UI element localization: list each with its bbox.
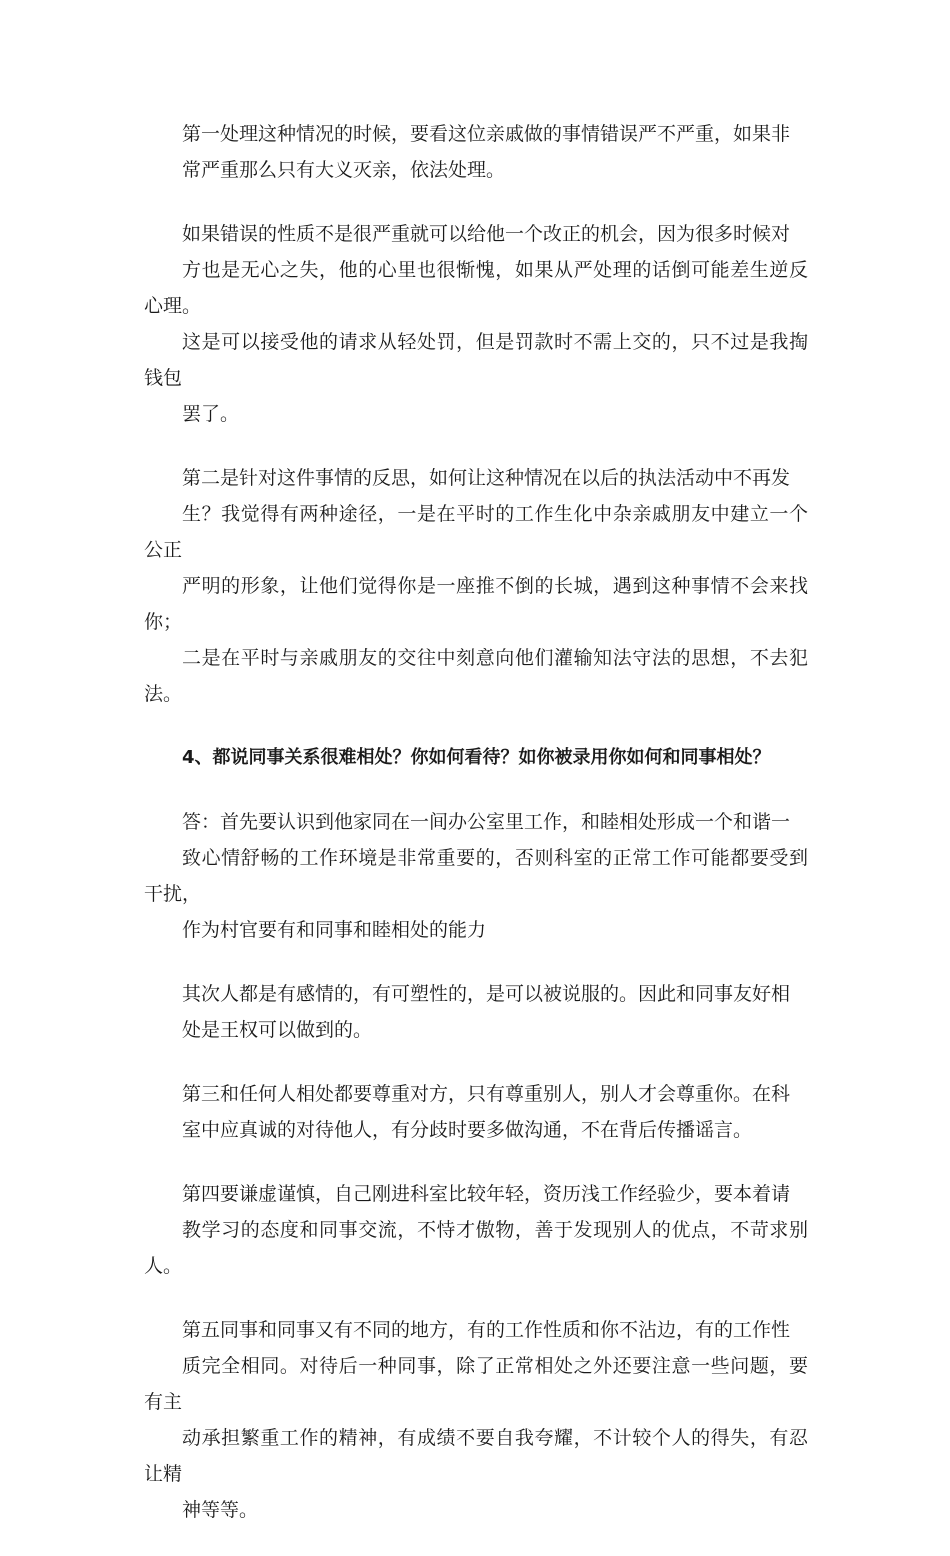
text-line: 第一处理这种情况的时候，要看这位亲戚做的事情错误严不严重，如果非 bbox=[182, 123, 791, 145]
answer-paragraph-2 bbox=[144, 976, 808, 1048]
text-line: 作为村官要有和同事和睦相处的能力 bbox=[182, 919, 487, 941]
answer-paragraph-1 bbox=[144, 804, 808, 948]
paragraph-3 bbox=[144, 460, 808, 712]
text-line: 室中应真诚的对待他人，有分歧时要多做沟通，不在背后传播谣言。 bbox=[182, 1119, 753, 1141]
text-line: 这是可以接受他的请求从轻处罚，但是罚款时不需上交的，只不过是我掏钱包 bbox=[144, 331, 808, 389]
text-line: 第五同事和同事又有不同的地方，有的工作性质和你不沾边，有的工作性 bbox=[182, 1319, 791, 1341]
answer-paragraph-4 bbox=[144, 1176, 808, 1284]
text-line: 神等等。 bbox=[182, 1499, 259, 1521]
text-line: 如果错误的性质不是很严重就可以给他一个改正的机会，因为很多时候对 bbox=[182, 223, 791, 245]
text-line: 严明的形象，让他们觉得你是一座推不倒的长城，遇到这种事情不会来找你； bbox=[144, 575, 808, 633]
text-line: 第四要谦虚谨慎，自己刚进科室比较年轻，资历浅工作经验少，要本着请 bbox=[182, 1183, 791, 1205]
text-line: 其次人都是有感情的，有可塑性的，是可以被说服的。因此和同事友好相 bbox=[182, 983, 791, 1005]
text-line: 第二是针对这件事情的反思，如何让这种情况在以后的执法活动中不再发 bbox=[182, 467, 791, 489]
question-heading: 4、都说同事关系很难相处？你如何看待？如你被录用你如何和同事相处？ bbox=[182, 747, 771, 768]
paragraph-2 bbox=[144, 216, 808, 432]
text-line: 致心情舒畅的工作环境是非常重要的，否则科室的正常工作可能都要受到干扰， bbox=[144, 847, 808, 905]
answer-paragraph-5 bbox=[144, 1312, 808, 1528]
paragraph-1 bbox=[144, 116, 808, 188]
text-line: 处是王权可以做到的。 bbox=[182, 1019, 373, 1041]
text-line: 教学习的态度和同事交流，不恃才傲物，善于发现别人的优点，不苛求别人。 bbox=[144, 1219, 808, 1277]
document-body bbox=[144, 116, 808, 1556]
text-line: 二是在平时与亲戚朋友的交往中刻意向他们灌输知法守法的思想，不去犯法。 bbox=[144, 647, 808, 705]
text-line: 常严重那么只有大义灭亲，依法处理。 bbox=[182, 159, 506, 181]
answer-paragraph-3 bbox=[144, 1076, 808, 1148]
text-line: 生？我觉得有两种途径，一是在平时的工作生化中杂亲戚朋友中建立一个公正 bbox=[144, 503, 808, 561]
text-line: 第三和任何人相处都要尊重对方，只有尊重别人，别人才会尊重你。在科 bbox=[182, 1083, 791, 1105]
text-line: 答：首先要认识到他家同在一间办公室里工作，和睦相处形成一个和谐一 bbox=[182, 811, 791, 833]
text-line: 罢了。 bbox=[182, 403, 240, 425]
text-line: 方也是无心之失，他的心里也很惭愧，如果从严处理的话倒可能差生逆反心理。 bbox=[144, 259, 808, 317]
text-line: 动承担繁重工作的精神，有成绩不要自我夸耀，不计较个人的得失，有忍让精 bbox=[144, 1427, 808, 1485]
text-line: 质完全相同。对待后一种同事，除了正常相处之外还要注意一些问题，要有主 bbox=[144, 1355, 808, 1413]
